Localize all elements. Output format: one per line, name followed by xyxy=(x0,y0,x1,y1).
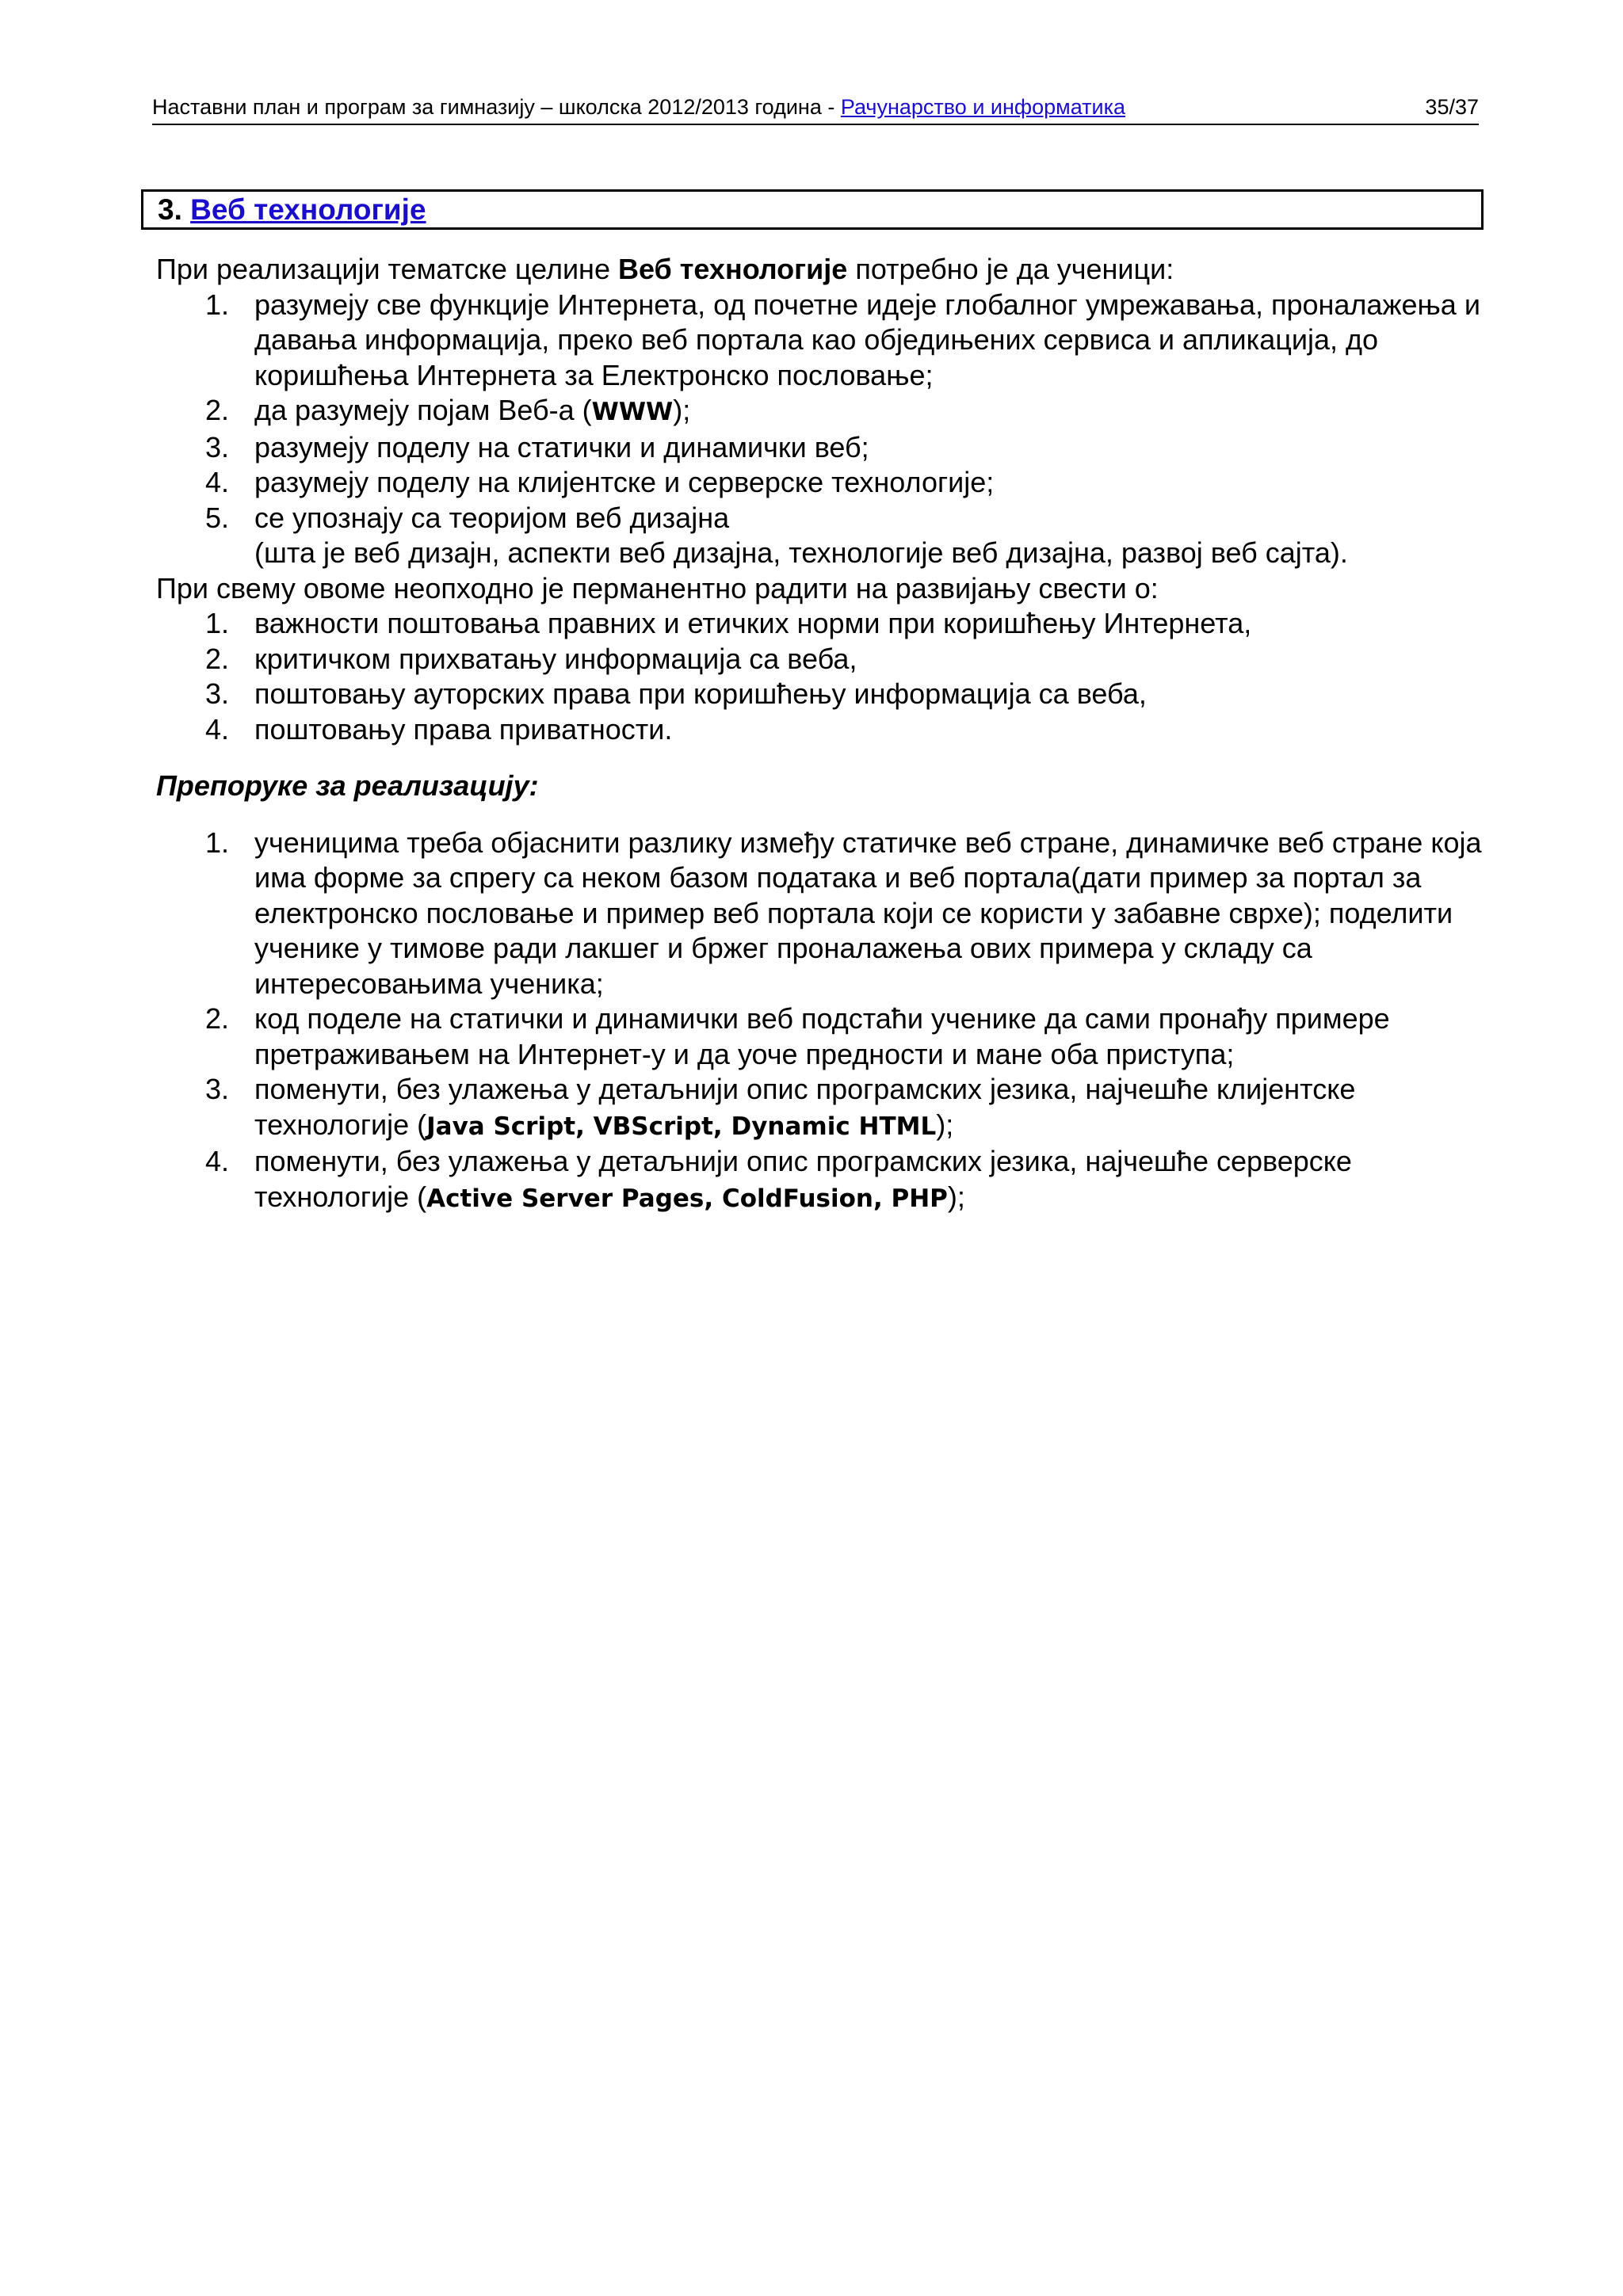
intro-bold-term: Веб технологије xyxy=(617,253,848,285)
list-text: се упознају са теоријом веб дизајна xyxy=(254,501,730,534)
list-number: 2. xyxy=(205,394,230,426)
recommendations-list xyxy=(156,826,1495,1217)
list-item xyxy=(156,430,1495,466)
list-item xyxy=(156,642,1495,677)
page-header xyxy=(152,93,1479,125)
list-text: поменути, без улажења у детаљнији опис програмских језика, најчешће серверске технологије ( xyxy=(254,1145,1352,1213)
list-text: поменути, без улажења у детаљнији опис програмских језика, најчешће клијентске технологије ( xyxy=(254,1073,1356,1141)
header-title xyxy=(152,93,1125,120)
list-text: да разумеју појам Веб-а ( xyxy=(254,394,592,426)
list-item xyxy=(156,501,1495,571)
list-item xyxy=(156,712,1495,748)
client-tech-terms: Java Script, VBScript, Dynamic HTML xyxy=(426,1112,937,1141)
list-text: критичком прихватању информација са веба, xyxy=(254,642,857,675)
list-text-continuation: (шта је веб дизајн, аспекти веб дизајна, технологије веб дизајна, развој веб сајта). xyxy=(254,536,1348,569)
section-heading xyxy=(141,189,1484,230)
list-text: поштовању права приватности. xyxy=(254,712,673,746)
list-text: разумеју поделу на клијентске и серверске технологије; xyxy=(254,466,995,498)
section-number: 3. xyxy=(158,193,191,226)
list-number: 3. xyxy=(205,1073,230,1105)
document-body xyxy=(156,252,1495,1216)
list-text: разумеју све функције Интернета, од почетне идеје глобалног умрежавања, проналажења и давања информација, преко веб портала као обједињених сервиса и апликација, до коришћења Интернета за Електронско пословање; xyxy=(254,288,1480,391)
list-text-end: ); xyxy=(947,1180,965,1213)
list-item xyxy=(156,606,1495,642)
server-tech-terms: Active Server Pages, ColdFusion, PHP xyxy=(426,1184,948,1213)
list-number: 2. xyxy=(205,1002,230,1035)
section-title-link[interactable]: Веб технологије xyxy=(190,193,426,226)
list-item xyxy=(156,826,1495,1002)
list-item xyxy=(156,677,1495,712)
list-number: 2. xyxy=(205,642,230,675)
list-text: ученицима треба објаснити разлику између статичке веб стране, динамичке веб стране која има форме за спрегу са неком базом података и веб портала(дати пример за портал за електронско пословање и пример веб портала који се користи у забавне сврхе); поделити ученике у тимове ради лакшег и бржег проналажења ових примера у складу са интересовањима ученика; xyxy=(254,826,1482,1000)
header-text: Наставни план и програм за гимназију – школска 2012/2013 година - xyxy=(152,95,841,119)
list-item xyxy=(156,288,1495,394)
list-text: разумеју поделу на статички и динамички веб; xyxy=(254,430,869,463)
list-number: 1. xyxy=(205,826,230,859)
intro-text: При реализацији тематске целине xyxy=(156,253,618,285)
list-text-end: ); xyxy=(936,1108,954,1141)
list-item xyxy=(156,393,1495,430)
list-number: 1. xyxy=(205,607,230,639)
www-term: WWW xyxy=(591,398,674,426)
awareness-list xyxy=(156,606,1495,747)
list-item xyxy=(156,1144,1495,1216)
list-text: поштовању ауторских права при коришћењу информација са веба, xyxy=(254,677,1147,710)
list-item xyxy=(156,1001,1495,1072)
list-item xyxy=(156,465,1495,501)
awareness-intro: При свему овоме неопходно је перманентно радити на развијању свести о: xyxy=(156,571,1159,605)
list-item xyxy=(156,1072,1495,1144)
list-number: 3. xyxy=(205,677,230,710)
recommendations-title: Препоруке за реализацију: xyxy=(156,769,539,802)
goals-list xyxy=(156,288,1495,571)
intro-text-end: потребно је да ученици: xyxy=(847,253,1174,285)
list-number: 4. xyxy=(205,466,230,498)
list-text-end: ); xyxy=(673,394,691,426)
list-number: 5. xyxy=(205,501,230,534)
list-number: 4. xyxy=(205,1145,230,1177)
page-number: 35/37 xyxy=(1425,95,1479,119)
list-number: 1. xyxy=(205,288,230,321)
intro-paragraph xyxy=(156,252,1495,288)
list-number: 3. xyxy=(205,430,230,463)
header-subject-link[interactable]: Рачунарство и информатика xyxy=(840,95,1126,119)
list-number: 4. xyxy=(205,712,230,746)
list-text: код поделе на статички и динамички веб подстаћи ученике да сами пронађу примере претраживањем на Интернет-у и да уоче предности и мане оба приступа; xyxy=(254,1002,1390,1070)
list-text: важности поштовања правних и етичких норми при коришћењу Интернета, xyxy=(254,607,1252,639)
